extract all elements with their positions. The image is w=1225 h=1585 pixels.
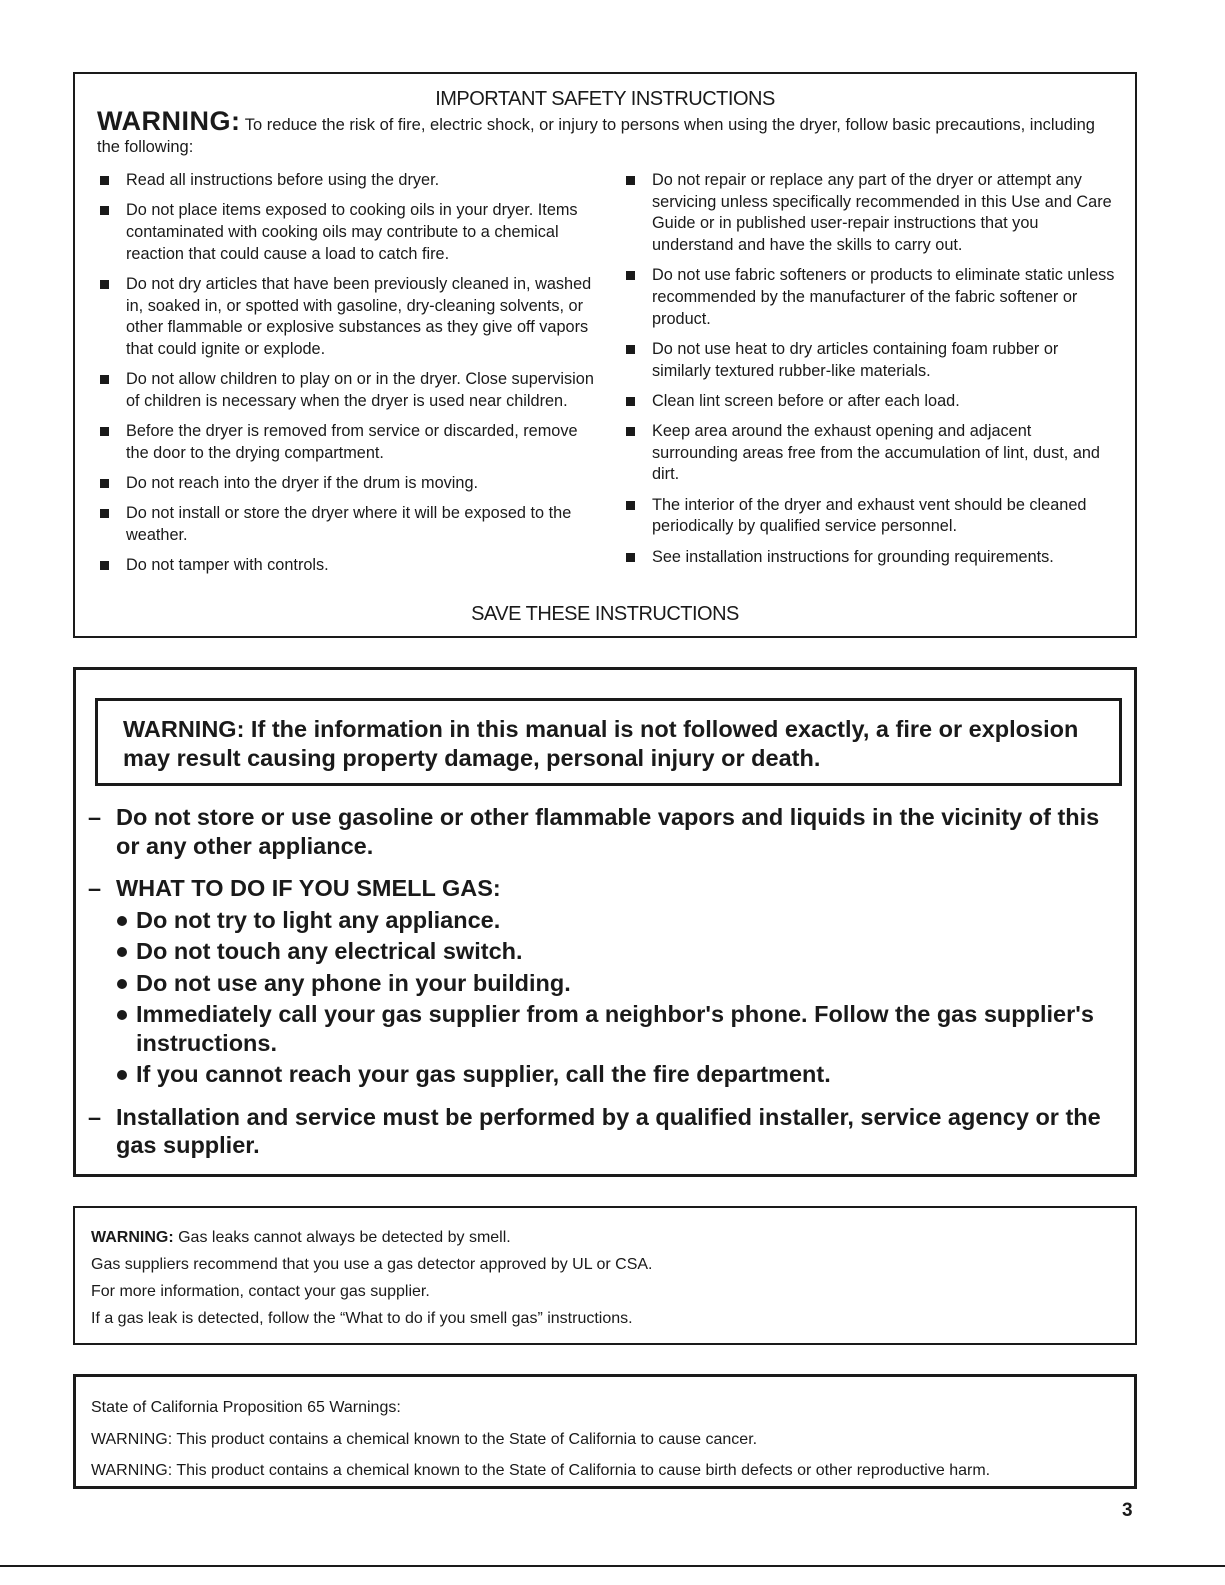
list-item: The interior of the dryer and exhaust vent should be cleaned periodically by qualified service personnel. (621, 495, 1121, 538)
gas-leak-line: If a gas leak is detected, follow the “What to do if you smell gas” instructions. (91, 1310, 633, 1327)
square-bullet-icon (626, 427, 635, 436)
square-bullet-icon (626, 397, 635, 406)
list-item: Keep area around the exhaust opening and adjacent surrounding areas free from the accumulation of lint, dust, and dirt. (621, 421, 1121, 486)
list-item: See installation instructions for grounding requirements. (621, 547, 1121, 569)
prop65-heading: State of California Proposition 65 Warnings: (91, 1399, 401, 1416)
list-item: Do not tamper with controls. (95, 555, 595, 577)
round-bullet-icon (117, 1070, 127, 1080)
safety-title: IMPORTANT SAFETY INSTRUCTIONS (435, 88, 775, 110)
square-bullet-icon (626, 345, 635, 354)
round-bullet-icon (117, 947, 127, 957)
list-item: Before the dryer is removed from service or discarded, remove the door to the drying compartment. (95, 421, 595, 464)
gas-leak-text (91, 1224, 1119, 1332)
square-bullet-icon (100, 479, 109, 488)
list-item: Do not repair or replace any part of the dryer or attempt any servicing unless specifically recommended in this Use and Care Guide or in published user-repair instructions that you understand and have the skills to carry out. (621, 170, 1121, 257)
gas-leak-line: For more information, contact your gas supplier. (91, 1283, 430, 1300)
list-item: Immediately call your gas supplier from a neighbor's phone. Follow the gas supplier's instructions. (116, 1000, 1128, 1057)
save-instructions-text: SAVE THESE INSTRUCTIONS (471, 603, 739, 625)
list-item: Do not touch any electrical switch. (116, 937, 1128, 966)
square-bullet-icon (100, 280, 109, 289)
warning-text: To reduce the risk of fire, electric shock, or injury to persons when using the dryer, follow basic precautions, including the following: (97, 116, 1095, 156)
prop65-line: WARNING: This product contains a chemical known to the State of California to cause birth defects or other reproductive harm. (91, 1462, 991, 1479)
safety-instructions-box (73, 72, 1137, 638)
list-item: Read all instructions before using the dryer. (95, 170, 595, 192)
square-bullet-icon (100, 375, 109, 384)
right-column (621, 170, 1121, 577)
list-item: Clean lint screen before or after each load. (621, 391, 1121, 413)
gas-item-installation: – Installation and service must be performed by a qualified installer, service agency or the gas supplier. (88, 1103, 1101, 1158)
square-bullet-icon (100, 176, 109, 185)
list-item: Do not try to light any appliance. (116, 906, 1128, 935)
bottom-divider (0, 1565, 1225, 1567)
prop65-text (91, 1392, 1119, 1487)
round-bullet-icon (117, 979, 127, 989)
square-bullet-icon (626, 501, 635, 510)
warning-label: WARNING: (91, 1229, 174, 1246)
square-bullet-icon (626, 176, 635, 185)
gas-item-smell (88, 874, 1128, 1089)
list-item: Do not place items exposed to cooking oils in your dryer. Items contaminated with cooking oils may contribute to a chemical reaction that could cause a load to catch fire. (95, 200, 595, 265)
round-bullet-icon (117, 916, 127, 926)
list-item: Do not install or store the dryer where it will be exposed to the weather. (95, 503, 595, 546)
square-bullet-icon (100, 509, 109, 518)
gas-item-storage: – Do not store or use gasoline or other flammable vapors and liquids in the vicinity of this or any other appliance. (88, 804, 1100, 859)
square-bullet-icon (626, 271, 635, 280)
left-column (95, 170, 595, 585)
prop65-line: WARNING: This product contains a chemical known to the State of California to cause cancer. (91, 1430, 758, 1448)
dash-bullet: – (88, 875, 102, 901)
fire-explosion-warning: WARNING: If the information in this manual is not followed exactly, a fire or explosion may result causing property damage, personal injury or death. (95, 698, 1122, 786)
square-bullet-icon (100, 206, 109, 215)
page-number: 3 (1122, 1500, 1133, 1521)
gas-leak-box (73, 1206, 1137, 1345)
list-item: Do not allow children to play on or in the dryer. Close supervision of children is necessary when the dryer is used near children. (95, 369, 595, 412)
prop65-box (73, 1374, 1137, 1489)
square-bullet-icon (626, 553, 635, 562)
list-item: If you cannot reach your gas supplier, call the fire department. (116, 1060, 1128, 1089)
gas-warning-box (73, 667, 1137, 1177)
list-item: Do not use heat to dry articles containing foam rubber or similarly textured rubber-like materials. (621, 339, 1121, 382)
square-bullet-icon (100, 561, 109, 570)
list-item: Do not use any phone in your building. (116, 969, 1128, 998)
dash-bullet: – (88, 804, 102, 830)
dash-bullet: – (88, 1103, 102, 1130)
list-item: Do not dry articles that have been previously cleaned in, washed in, soaked in, or spotted with gasoline, dry-cleaning solvents, or other flammable or explosive substances as they give off vapors that could ignite or explode. (95, 274, 595, 361)
smell-gas-heading: WHAT TO DO IF YOU SMELL GAS: (116, 875, 501, 901)
list-item: Do not reach into the dryer if the drum is moving. (95, 473, 595, 495)
smell-gas-steps (116, 906, 1128, 1089)
gas-leak-line: WARNING: Gas leaks cannot always be detected by smell. (91, 1229, 511, 1246)
square-bullet-icon (100, 427, 109, 436)
round-bullet-icon (117, 1010, 127, 1020)
gas-leak-line: Gas suppliers recommend that you use a gas detector approved by UL or CSA. (91, 1256, 653, 1273)
list-item: Do not use fabric softeners or products to eliminate static unless recommended by the manufacturer of the fabric softener or product. (621, 265, 1121, 330)
warning-label: WARNING: (97, 106, 241, 136)
gas-instructions-list (88, 803, 1128, 1174)
safety-warning (97, 106, 1115, 158)
